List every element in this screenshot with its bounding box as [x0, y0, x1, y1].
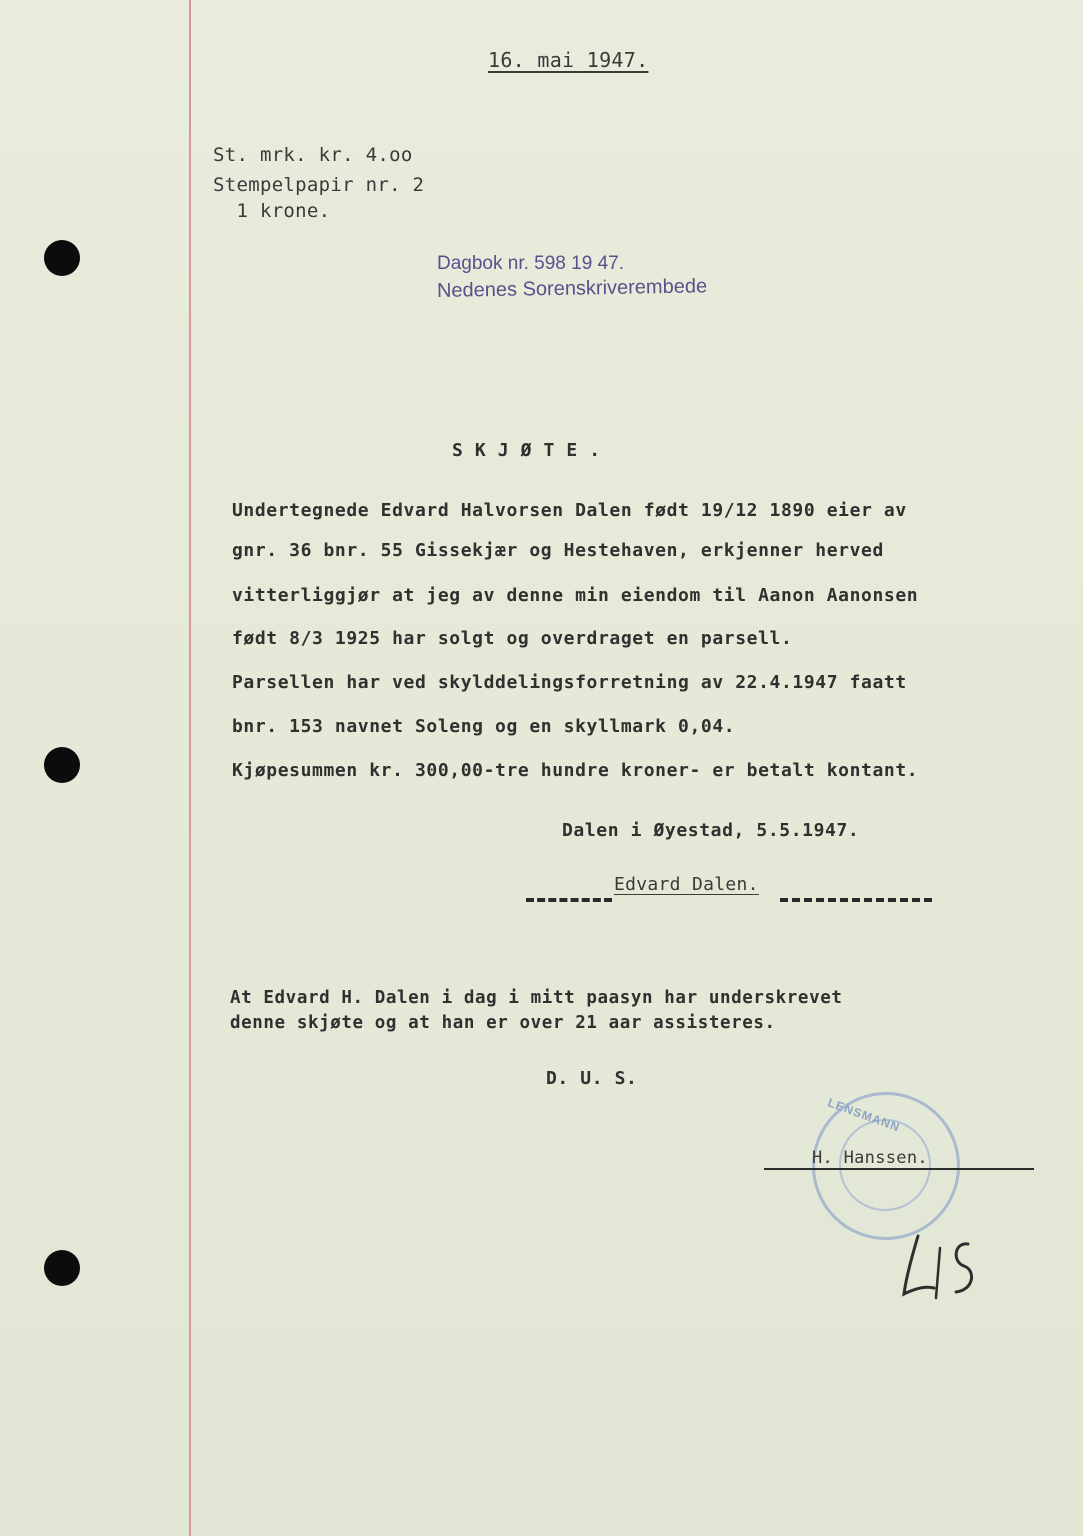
- attestation-line: At Edvard H. Dalen i dag i mitt paasyn har underskrevet: [230, 988, 843, 1008]
- body-line: født 8/3 1925 har solgt og overdraget en parsell.: [232, 628, 793, 649]
- document-date: 16. mai 1947.: [488, 48, 649, 72]
- seller-signature: Edvard Dalen.: [614, 874, 759, 895]
- body-line: bnr. 153 navnet Soleng og en skyllmark 0,04.: [232, 716, 736, 737]
- witness-signature: H. Hanssen.: [812, 1148, 928, 1168]
- witness-signature-line: [764, 1168, 1034, 1170]
- margin-line: [189, 0, 191, 1536]
- punch-hole-top: [44, 240, 80, 276]
- registry-stamp-line-2: Nedenes Sorenskriverembede: [436, 275, 708, 302]
- punch-hole-bottom: [44, 1250, 80, 1286]
- punch-hole-middle: [44, 747, 80, 783]
- stamp-duty-line-1: St. mrk. kr. 4.oo: [213, 144, 413, 166]
- body-line: Kjøpesummen kr. 300,00-tre hundre kroner- er betalt kontant.: [232, 760, 919, 781]
- seller-signature-dashes-left: [526, 898, 612, 902]
- stamp-duty-line-2: Stempelpapir nr. 2: [213, 174, 425, 196]
- stamp-duty-line-3: 1 krone.: [213, 200, 331, 222]
- body-line: Undertegnede Edvard Halvorsen Dalen født 19/12 1890 eier av: [232, 500, 907, 521]
- body-line: vitterliggjør at jeg av denne min eiendom til Aanon Aanonsen: [232, 585, 919, 606]
- dus-mark: D. U. S.: [546, 1068, 638, 1089]
- body-line: Parsellen har ved skylddelingsforretning av 22.4.1947 faatt: [232, 672, 907, 693]
- attestation-line: denne skjøte og at han er over 21 aar assisteres.: [230, 1013, 776, 1033]
- seller-signature-dashes-right: [780, 898, 932, 902]
- document-title: S K J Ø T E .: [452, 440, 601, 461]
- body-line: gnr. 36 bnr. 55 Gissekjær og Hestehaven, erkjenner herved: [232, 540, 884, 561]
- place-and-date: Dalen i Øyestad, 5.5.1947.: [562, 820, 860, 841]
- handwritten-initials: [896, 1228, 986, 1308]
- registry-stamp-line-1: Dagbok nr. 598 19 47.: [437, 253, 624, 274]
- official-seal-text: LENSMANN: [825, 1095, 903, 1135]
